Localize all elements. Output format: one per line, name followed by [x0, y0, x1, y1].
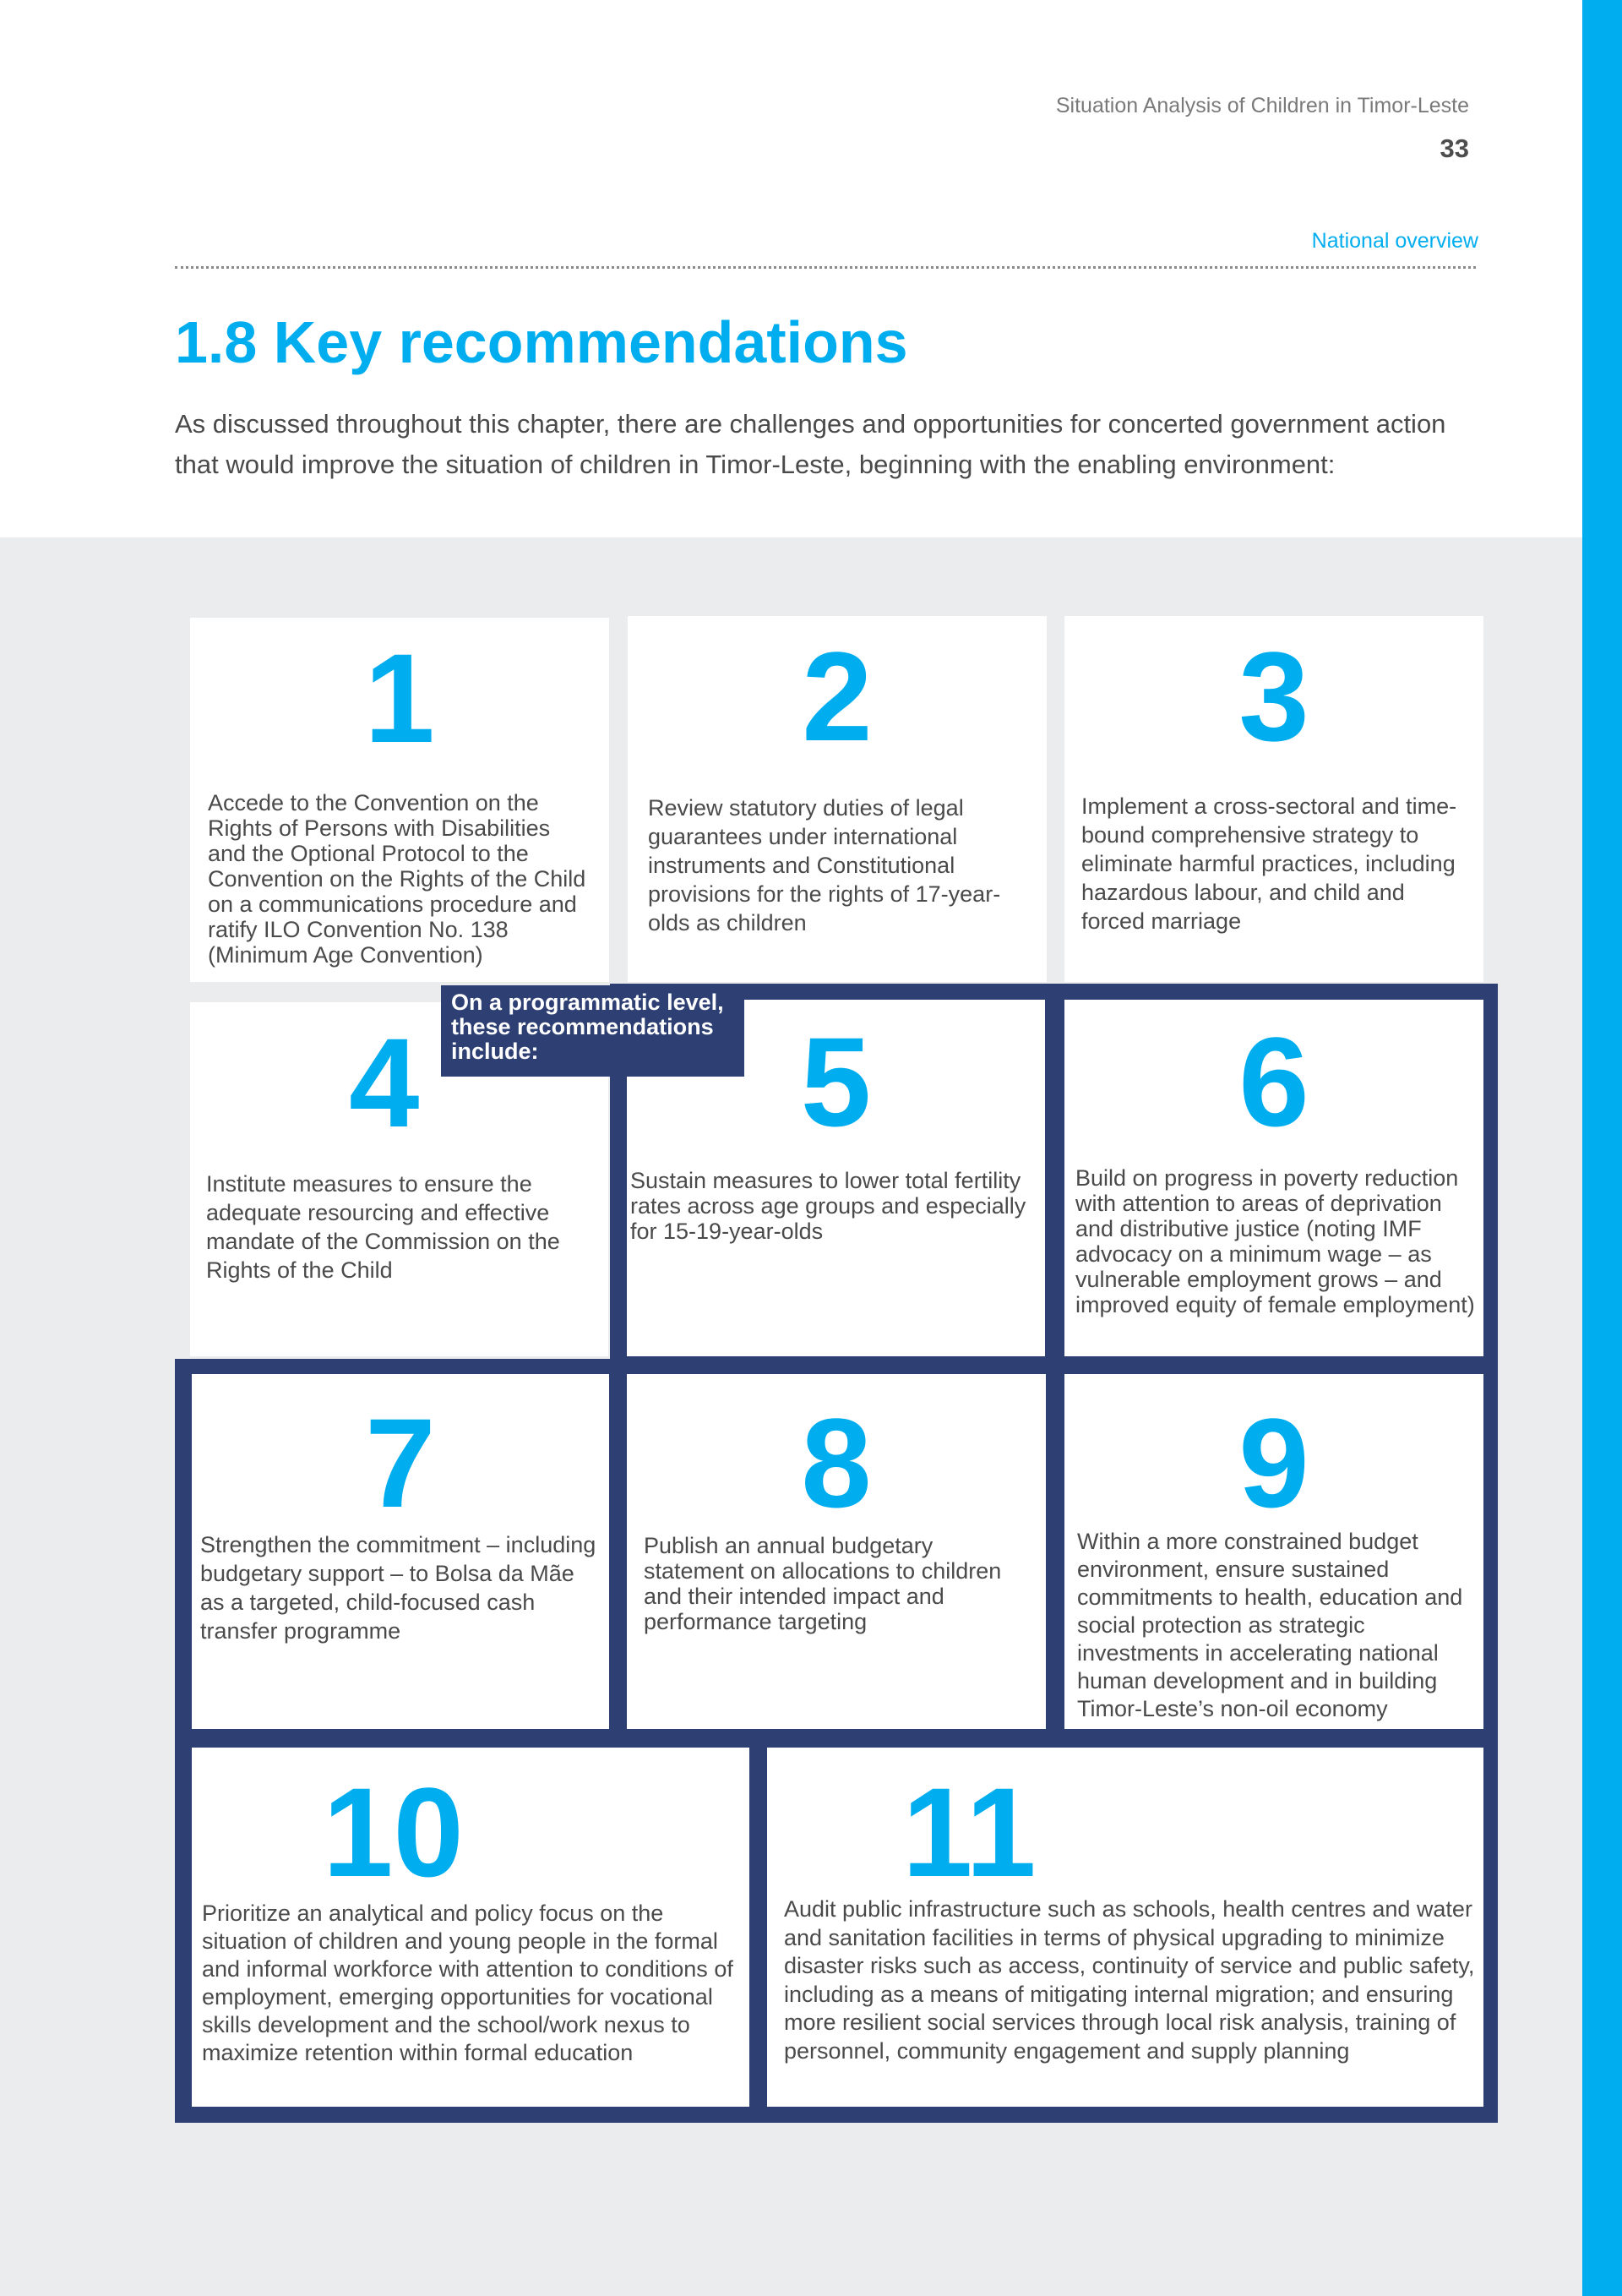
recommendation-number: 5 — [800, 1011, 872, 1153]
side-accent-bar — [1582, 0, 1622, 2296]
recommendation-number: 8 — [801, 1392, 872, 1534]
recommendation-text: Sustain measures to lower total fertility rates across age groups and especially for 15-19-year-olds — [630, 1168, 1026, 1244]
recommendation-card-1 — [190, 618, 609, 982]
recommendation-card-8 — [627, 1374, 1046, 1729]
recommendation-number: 11 — [902, 1761, 1037, 1903]
recommendation-card-3 — [1064, 616, 1483, 982]
recommendation-text: Within a more constrained budget environment, ensure sustained commitments to health, education and social protection as strategic investments in accelerating national human development and in building Timor-Leste’s non-oil economy — [1077, 1529, 1463, 1721]
intro-paragraph: As discussed throughout this chapter, there are challenges and opportunities for concerted government action that would improve the situation of children in Timor-Leste, beginning with the enabling environment: — [175, 409, 1446, 479]
recommendation-number: 10 — [323, 1761, 464, 1903]
recommendation-text: Accede to the Convention on the Rights of Persons with Disabilities and the Optional Protocol to the Convention on the Rights of the Child on a communications procedure and ratify ILO Convention No. 138 (Minimum Age Convention) — [208, 790, 586, 968]
recommendation-number: 7 — [365, 1392, 436, 1534]
running-header-title: Situation Analysis of Children in Timor-Leste — [1055, 94, 1469, 117]
recommendation-card-7 — [192, 1374, 609, 1729]
recommendation-number: 2 — [802, 625, 873, 767]
page-title: 1.8 Key recommendations — [175, 309, 908, 375]
recommendation-text: Build on progress in poverty reduction with attention to areas of deprivation and distributive justice (noting IMF advocacy on a minimum wage – as vulnerable employment grows – and improved equity of female employment) — [1075, 1165, 1475, 1317]
section-label: National overview — [1311, 229, 1478, 253]
recommendation-card-11 — [767, 1748, 1483, 2107]
recommendation-number: 3 — [1238, 625, 1309, 767]
page-number: 33 — [1440, 134, 1469, 163]
recommendation-card-9 — [1064, 1374, 1483, 1729]
recommendation-number: 9 — [1238, 1392, 1309, 1534]
recommendation-text: Audit public infrastructure such as schools, health centres and water and sanitation facilities in terms of physical upgrading to minimize disaster risks such as access, continuity of service and public safety, including as a means of mitigating internal migration; and ensuring more resilient social services through local risk analysis, training of personnel, community engagement and supply planning — [784, 1896, 1475, 2064]
dotted-divider — [175, 266, 1476, 269]
recommendation-number: 4 — [349, 1012, 420, 1153]
programmatic-callout: On a programmatic level, these recommendations include: — [441, 985, 744, 1077]
recommendation-card-10 — [192, 1748, 749, 2107]
recommendation-text: Institute measures to ensure the adequate resourcing and effective mandate of the Commission on the Rights of the Child — [206, 1171, 560, 1283]
recommendation-number: 1 — [364, 627, 435, 769]
recommendation-text: Review statutory duties of legal guarantees under international instruments and Constitutional provisions for the rights of 17-year-olds as children — [648, 795, 1001, 935]
recommendation-card-6 — [1064, 1000, 1483, 1356]
recommendation-card-2 — [628, 616, 1047, 982]
recommendation-text: Strengthen the commitment – including budgetary support – to Bolsa da Mãe as a targeted, child-focused cash transfer programme — [200, 1532, 596, 1644]
recommendation-text: Publish an annual budgetary statement on allocations to children and their intended impact and performance targeting — [644, 1533, 1002, 1634]
recommendation-number: 6 — [1238, 1011, 1309, 1153]
recommendation-text: Prioritize an analytical and policy focus on the situation of children and young people in the formal and informal workforce with attention to conditions of employment, emerging opportunities for vocational skills development and the school/work nexus to maximize retention within formal education — [202, 1901, 733, 2065]
recommendation-text: Implement a cross-sectoral and time-bound comprehensive strategy to eliminate harmful practices, including hazardous labour, and child and forced marriage — [1081, 794, 1457, 934]
